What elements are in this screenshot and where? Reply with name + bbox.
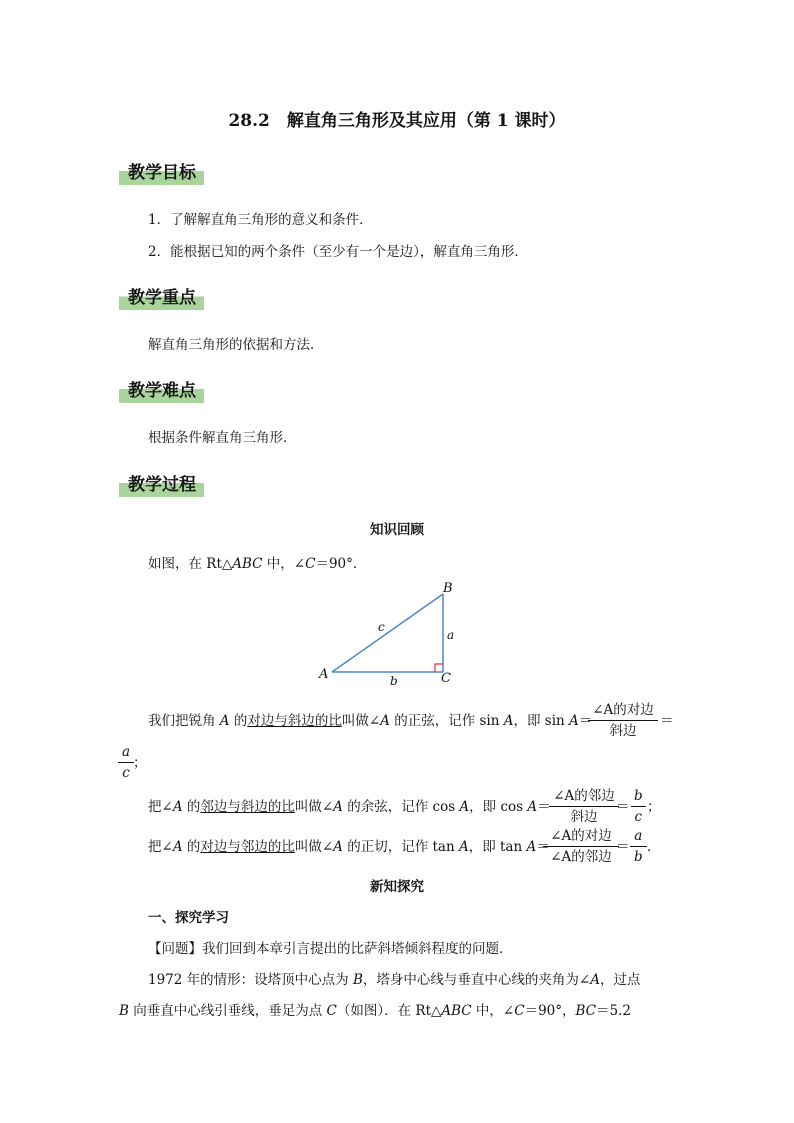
- difficult-text: 根据条件解直角三角形．: [148, 430, 297, 446]
- sin-definition-text: 我们把锐角 A 的对边与斜边的比叫做∠A 的正弦，记作 sin A，即 sin A＝: [148, 713, 593, 729]
- sin-fraction: ∠A的对边 斜边: [588, 701, 658, 740]
- section-heading-goals: 教学目标: [119, 160, 204, 185]
- vertex-label-C: C: [441, 671, 451, 686]
- review-heading: 知识回顾: [370, 522, 424, 538]
- new-knowledge-heading: 新知探究: [370, 879, 424, 895]
- sin-equals: ＝: [660, 713, 674, 729]
- side-label-c: c: [378, 620, 385, 634]
- vertex-label-A: A: [319, 667, 329, 682]
- cos-equals: ＝: [616, 799, 630, 815]
- tan-fraction: ∠A的对边 ∠A的邻边: [543, 827, 619, 866]
- sin-end: ；: [133, 755, 147, 771]
- goal-item-2: 2．能根据已知的两个条件（至少有一个是边），解直角三角形．: [148, 244, 528, 260]
- tan-end: ．: [647, 839, 661, 855]
- right-triangle-figure: [310, 576, 470, 688]
- vertex-label-B: B: [443, 581, 453, 596]
- cos-definition-text: 把∠A 的邻边与斜边的比叫做∠A 的余弦，记作 cos A，即 cos A＝: [148, 799, 551, 815]
- side-c-line: [332, 594, 443, 672]
- cos-fraction: ∠A的邻边 斜边: [549, 787, 619, 826]
- review-intro: 如图，在 Rt△ABC 中，∠C＝90°．: [148, 556, 367, 572]
- explore-heading: 一、探究学习: [148, 910, 229, 926]
- section-heading-key: 教学重点: [119, 285, 204, 310]
- section-heading-process: 教学过程: [119, 472, 204, 497]
- tan-ratio: $\frac{a}{b}$: [630, 827, 647, 866]
- paragraph-1972-line-1: 1972 年的情形：设塔顶中心点为 B，塔身中心线与垂直中心线的夹角为∠A，过点: [148, 972, 641, 988]
- cos-end: ；: [647, 799, 661, 815]
- sin-ratio: $\frac{a}{c}$: [118, 743, 134, 782]
- side-label-a: a: [447, 628, 455, 642]
- cos-ratio: $\frac{b}{c}$: [630, 787, 647, 826]
- paragraph-1972-line-2: B 向垂直中心线引垂线，垂足为点 C（如图）．在 Rt△ABC 中，∠C＝90°，BC＝5.2: [119, 1003, 632, 1019]
- section-heading-difficult: 教学难点: [119, 378, 204, 403]
- goal-item-1: 1．了解解直角三角形的意义和条件．: [148, 212, 373, 228]
- side-label-b: b: [390, 674, 398, 688]
- tan-equals: ＝: [616, 839, 630, 855]
- key-text: 解直角三角形的依据和方法．: [148, 337, 324, 353]
- tan-definition-text: 把∠A 的对边与邻边的比叫做∠A 的正切，记作 tan A，即 tan A＝: [148, 839, 550, 855]
- problem-line: 【问题】我们回到本章引言提出的比萨斜塔倾斜程度的问题．: [148, 941, 513, 957]
- page-title: 28.2 解直角三角形及其应用（第 1 课时）: [228, 111, 566, 131]
